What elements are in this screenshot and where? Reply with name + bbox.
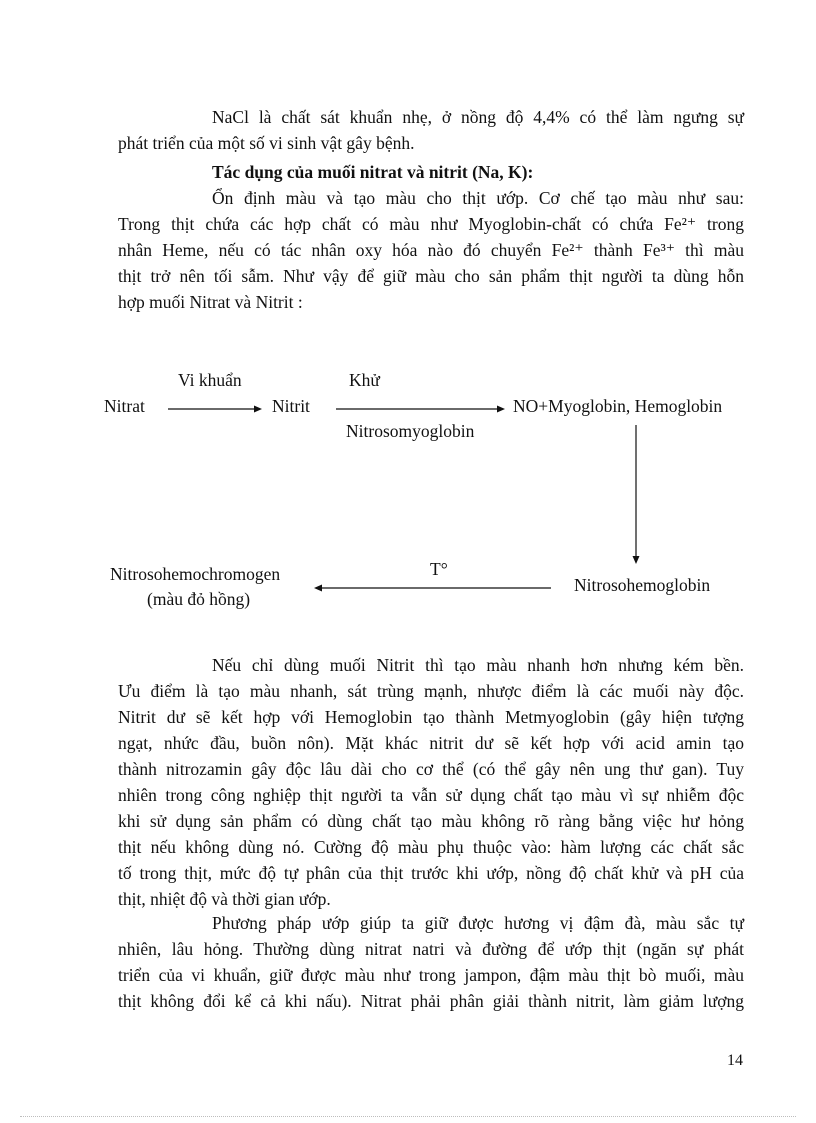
paragraph-curing-method	[118, 910, 744, 1014]
label-nitrosomyoglobin: Nitrosomyoglobin	[346, 421, 475, 441]
arrow-nitrat-to-nitrit	[168, 406, 262, 413]
paragraph-mechanism	[118, 185, 744, 315]
text-line: thịt nếu không dùng nó. Cường độ màu phụ thuộc vào: hàm lượng các chất sắc	[118, 837, 744, 857]
text-line: nhiên trong công nghiệp thịt người ta vẫn sử dụng chất tạo màu vì sự nhiễm độc	[118, 785, 744, 805]
text-line: triển của vi khuẩn, giữ được màu như trong jampon, đậm màu thịt bò muối, màu	[118, 965, 744, 985]
section-heading	[212, 159, 533, 185]
text-line: ngạt, nhức đầu, buồn nôn). Mặt khác nitrit dư sẽ kết hợp với acid amin tạo	[118, 733, 744, 753]
text-line: thịt trở nên tối sẫm. Như vậy để giữ màu cho sản phẩm thịt người ta dùng hỗn	[118, 266, 744, 286]
text-line: nhân Heme, nếu có tác nhân oxy hóa nào đó chuyển Fe²⁺ thành Fe³⁺ thì màu	[118, 240, 744, 260]
paragraph-nacl	[118, 104, 744, 156]
text-line: thịt không đổi kể cả khi nấu). Nitrat phải phân giải thành nitrit, làm giảm lượng	[118, 991, 744, 1011]
label-nitrat: Nitrat	[104, 396, 145, 416]
text-line: hợp muối Nitrat và Nitrit :	[118, 292, 303, 312]
text-line: Phương pháp ướp giúp ta giữ được hương vị đậm đà, màu sắc tự	[212, 913, 744, 933]
text-line: thành nitrozamin gây độc lâu dài cho cơ thể (có thể gây nên ung thư gan). Tuy	[118, 759, 744, 779]
label-khu: Khử	[349, 370, 380, 390]
label-nitrosohemoglobin: Nitrosohemoglobin	[574, 575, 711, 595]
label-mau-do-hong: (màu đỏ hồng)	[147, 589, 251, 609]
text-line: Nếu chỉ dùng muối Nitrit thì tạo màu nhanh hơn nhưng kém bền.	[212, 655, 744, 675]
text-line: Ổn định màu và tạo màu cho thịt ướp. Cơ chế tạo màu như sau:	[212, 188, 744, 208]
text-line: Trong thịt chứa các hợp chất có màu như Myoglobin-chất có chứa Fe²⁺ trong	[118, 214, 744, 234]
arrow-nitrit-to-no-myoglobin	[336, 406, 505, 413]
text-line: khi sử dụng sản phẩm có dùng chất tạo màu không rõ ràng bằng việc hư hỏng	[118, 811, 744, 831]
arrow-to-nitrosohemochromogen	[314, 585, 551, 592]
page-number: 14	[727, 1052, 743, 1069]
arrow-down-to-nitrosohemoglobin	[633, 425, 640, 564]
text-line: Ưu điểm là tạo màu nhanh, sát trùng mạnh, nhược điểm là các muối này độc.	[118, 681, 744, 701]
text-line: tố trong thịt, mức độ tự phân của thịt trước khi ướp, nồng độ chất khử và pH của	[118, 863, 744, 883]
paragraph-nitrit-effects	[118, 652, 744, 912]
text-line: Nitrit dư sẽ kết hợp với Hemoglobin tạo thành Metmyoglobin (gây hiện tượng	[118, 707, 744, 727]
text-line: phát triển của một số vi sinh vật gây bệnh.	[118, 133, 415, 153]
label-nitrosohemochromogen: Nitrosohemochromogen	[110, 564, 281, 584]
page-bottom-divider	[20, 1116, 796, 1117]
label-nitrit: Nitrit	[272, 396, 310, 416]
text-line: NaCl là chất sát khuẩn nhẹ, ở nồng độ 4,4% có thể làm ngưng sự	[212, 107, 744, 127]
heading-text: Tác dụng của muối nitrat và nitrit (Na, K):	[212, 162, 534, 182]
label-vi-khuan: Vi khuẩn	[178, 370, 242, 390]
label-no-myoglobin: NO+Myoglobin, Hemoglobin	[513, 396, 723, 416]
text-line: thịt, nhiệt độ và thời gian ướp.	[118, 889, 331, 909]
label-temperature: T°	[430, 559, 448, 579]
text-line: nhiên, lâu hỏng. Thường dùng nitrat natri và đường để ướp thịt (ngăn sự phát	[118, 939, 744, 959]
